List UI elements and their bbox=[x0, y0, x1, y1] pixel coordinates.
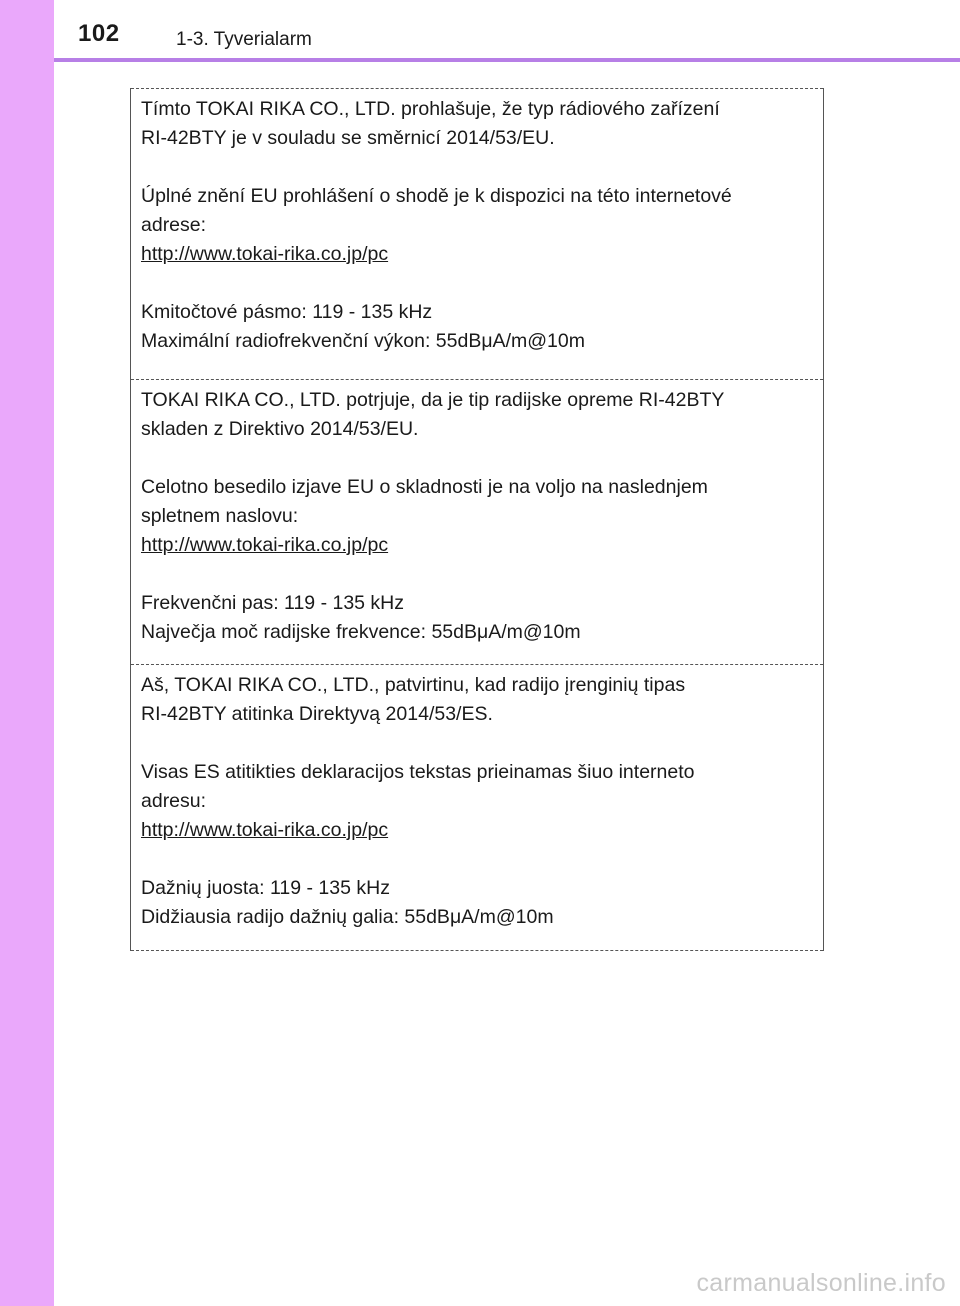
declaration-line: TOKAI RIKA CO., LTD. potrjuje, da je tip radijske opreme RI-42BTY bbox=[141, 389, 725, 411]
notice-section-slovenian bbox=[131, 379, 823, 664]
frequency-band: Frekvenčni pas: 119 - 135 kHz bbox=[141, 592, 405, 614]
fulltext-line: adresu: bbox=[141, 790, 207, 812]
fulltext-line: Celotno besedilo izjave EU o skladnosti je na voljo na naslednjem bbox=[141, 476, 708, 498]
declaration-paragraph bbox=[141, 671, 813, 729]
page-header bbox=[54, 0, 960, 60]
max-power: Največja moč radijske frekvence: 55dBμA/m@10m bbox=[141, 621, 581, 643]
regulatory-notice-box bbox=[130, 88, 824, 951]
section-title: 1-3. Tyverialarm bbox=[176, 29, 312, 50]
header-rule bbox=[54, 58, 960, 62]
frequency-band: Kmitočtové pásmo: 119 - 135 kHz bbox=[141, 301, 433, 323]
declaration-line: Tímto TOKAI RIKA CO., LTD. prohlašuje, že typ rádiového zařízení bbox=[141, 98, 720, 120]
spec-paragraph bbox=[141, 298, 813, 356]
fulltext-paragraph bbox=[141, 182, 813, 269]
max-power: Didžiausia radijo dažnių galia: 55dBμA/m@10m bbox=[141, 906, 554, 928]
fulltext-line: spletnem naslovu: bbox=[141, 505, 299, 527]
watermark: carmanualsonline.info bbox=[696, 1269, 946, 1297]
declaration-paragraph bbox=[141, 386, 813, 444]
notice-section-czech bbox=[131, 88, 823, 379]
fulltext-line: Úplné znění EU prohlášení o shodě je k dispozici na této internetové bbox=[141, 185, 732, 207]
declaration-line: RI-42BTY atitinka Direktyvą 2014/53/ES. bbox=[141, 703, 493, 725]
fulltext-line: adrese: bbox=[141, 214, 207, 236]
declaration-line: RI-42BTY je v souladu se směrnicí 2014/53/EU. bbox=[141, 127, 555, 149]
side-color-strip bbox=[0, 0, 54, 1306]
fulltext-line: Visas ES atitikties deklaracijos tekstas prieinamas šiuo interneto bbox=[141, 761, 695, 783]
declaration-url-link[interactable]: http://www.tokai-rika.co.jp/pc bbox=[141, 819, 389, 841]
declaration-line: skladen z Direktivo 2014/53/EU. bbox=[141, 418, 419, 440]
notice-section-lithuanian bbox=[131, 664, 823, 951]
fulltext-paragraph bbox=[141, 758, 813, 845]
declaration-url-link[interactable]: http://www.tokai-rika.co.jp/pc bbox=[141, 243, 389, 265]
spec-paragraph bbox=[141, 874, 813, 932]
spec-paragraph bbox=[141, 589, 813, 647]
frequency-band: Dažnių juosta: 119 - 135 kHz bbox=[141, 877, 390, 899]
declaration-line: Aš, TOKAI RIKA CO., LTD., patvirtinu, kad radijo įrenginių tipas bbox=[141, 674, 686, 696]
declaration-paragraph bbox=[141, 95, 813, 153]
declaration-url-link[interactable]: http://www.tokai-rika.co.jp/pc bbox=[141, 534, 389, 556]
page-number: 102 bbox=[78, 20, 120, 47]
fulltext-paragraph bbox=[141, 473, 813, 560]
max-power: Maximální radiofrekvenční výkon: 55dBμA/m@10m bbox=[141, 330, 585, 352]
